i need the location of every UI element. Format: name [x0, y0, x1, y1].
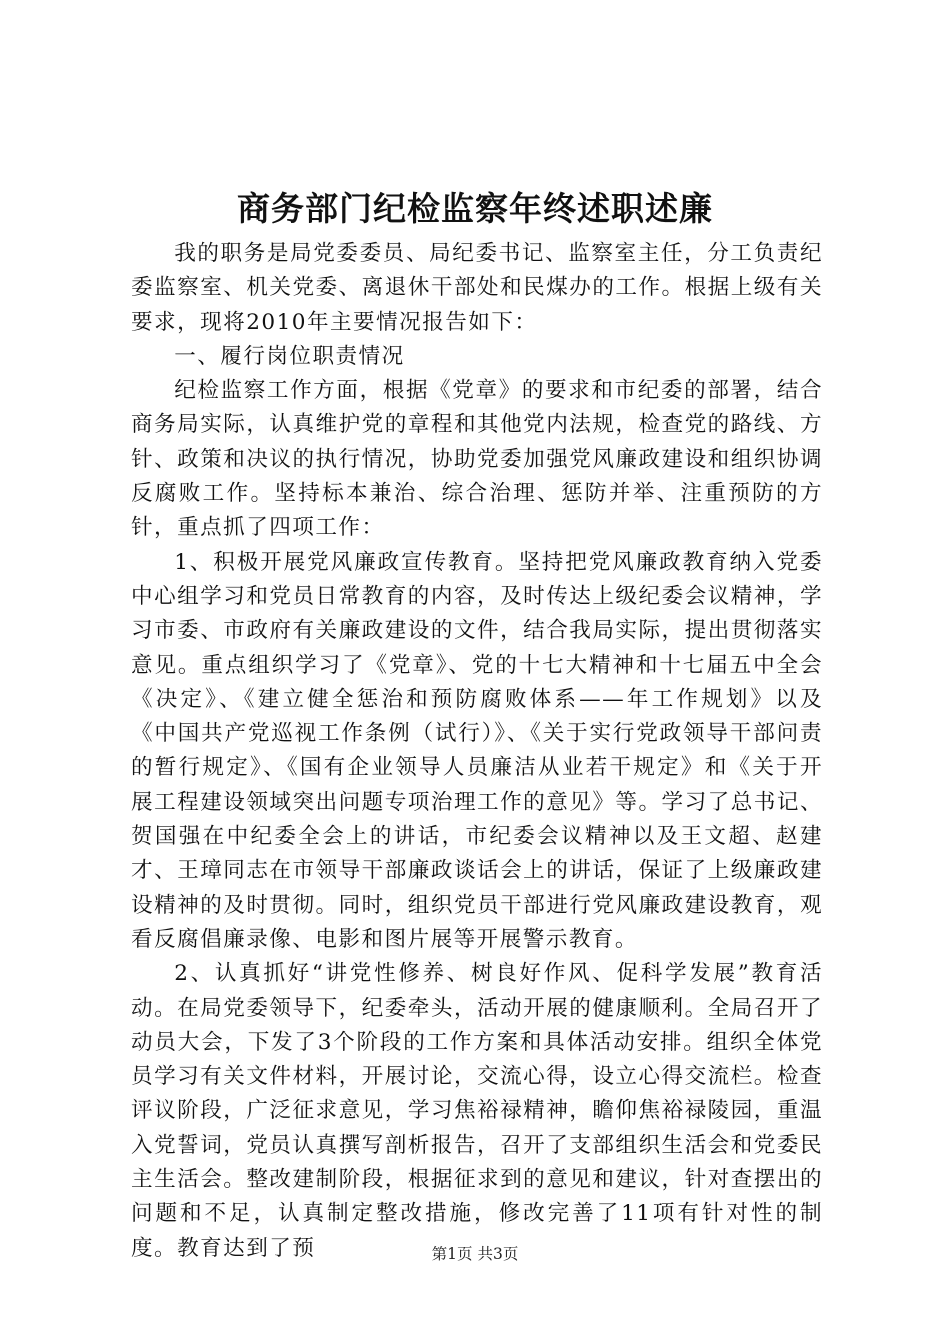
- page-footer: 第1页 共3页: [431, 1245, 519, 1263]
- paragraph-intro: 我的职务是局党委委员、局纪委书记、监察室主任，分工负责纪委监察室、机关党委、离退休干部处和民煤办的工作。根据上级有关要求，现将2010年主要情况报告如下：: [131, 241, 823, 335]
- paragraph-item-1: 1、积极开展党风廉政宣传教育。坚持把党风廉政教育纳入党委中心组学习和党员日常教育的内容，及时传达上级纪委会议精神，学习市委、市政府有关廉政建设的文件，结合我局实际，提出贯彻落实意见。重点组织学习了《党章》、党的十七大精神和十七届五中全会《决定》、《建立健全惩治和预防腐败体系——年工作规划》以及《中国共产党巡视工作条例（试行）》、《关于实行党政领导干部问责的暂行规定》、《国有企业领导人员廉洁从业若干规定》和《关于开展工程建设领域突出问题专项治理工作的意见》等。学习了总书记、贺国强在中纪委全会上的讲话，市纪委会议精神以及王文超、赵建才、王璋同志在市领导干部廉政谈话会上的讲话，保证了上级廉政建设精神的及时贯彻。同时，组织党员干部进行党风廉政建设教育，观看反腐倡廉录像、电影和图片展等开展警示教育。: [131, 549, 823, 952]
- document-body: [131, 237, 823, 1266]
- paragraph-item-2: 2、认真抓好“讲党性修养、树良好作风、促科学发展”教育活动。在局党委领导下，纪委牵头，活动开展的健康顺利。全局召开了动员大会，下发了3个阶段的工作方案和具体活动安排。组织全体党员学习有关文件材料，开展讨论，交流心得，设立心得交流栏。检查评议阶段，广泛征求意见，学习焦裕禄精神，瞻仰焦裕禄陵园，重温入党誓词，党员认真撰写剖析报告，召开了支部组织生活会和党委民主生活会。整改建制阶段，根据征求到的意见和建议，针对查摆出的问题和不足，认真制定整改措施，修改完善了11项有针对性的制度。教育达到了预: [131, 961, 823, 1261]
- document-title: 商务部门纪检监察年终述职述廉: [237, 189, 713, 228]
- section-heading: 一、履行岗位职责情况: [174, 343, 405, 369]
- paragraph-discipline-work: 纪检监察工作方面，根据《党章》的要求和市纪委的部署，结合商务局实际，认真维护党的章程和其他党内法规，检查党的路线、方针、政策和决议的执行情况，协助党委加强党风廉政建设和组织协调反腐败工作。坚持标本兼治、综合治理、惩防并举、注重预防的方针，重点抓了四项工作：: [131, 378, 823, 541]
